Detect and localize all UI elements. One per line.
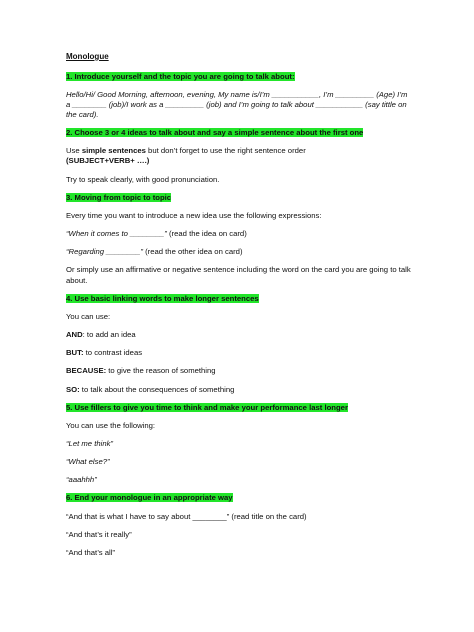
section-6-heading: 6. End your monologue in an appropriate way	[66, 493, 233, 503]
section-2-use-line	[66, 146, 411, 166]
ending-line: “And that is what I have to say about ________” (read title on the card)	[66, 511, 307, 521]
section-3-intro: Every time you want to introduce a new idea use the following expressions:	[66, 210, 322, 220]
section-4-intro: You can use:	[66, 311, 111, 321]
simple-sentences-term: simple sentences	[81, 146, 146, 156]
linking-desc: to talk about the consequences of something	[79, 384, 235, 394]
section-1-body: Hello/Hi/ Good Morning, afternoon, evening, My name is/I’m ___________, I’m _________ (Age) I’m a ________ (job)/I work as a _________ (job) and I’m going to talk about ___________ (say tittle on the card).	[66, 89, 408, 120]
linking-desc: : to add an idea	[82, 330, 136, 340]
linking-term: BUT:	[66, 348, 84, 358]
expression-1-note: (read the idea on card)	[166, 229, 247, 239]
section-2-heading: 2. Choose 3 or 4 ideas to talk about and say a simple sentence about the first one	[66, 128, 364, 138]
section-5-intro: You can use the following:	[66, 420, 156, 430]
use-post: but don’t forget to use the right sentence order	[145, 146, 306, 156]
ending-line: “And that’s it really”	[66, 529, 132, 539]
linking-term: BECAUSE:	[66, 366, 107, 376]
section-2-speak: Try to speak clearly, with good pronunciation.	[66, 174, 220, 184]
document-content	[66, 52, 411, 566]
ending-line: “And that’s all”	[66, 547, 115, 557]
filler-item: “Let me think”	[66, 438, 113, 448]
linking-desc: to give the reason of something	[106, 366, 216, 376]
section-3-expression-1	[66, 229, 411, 239]
linking-word-item	[66, 385, 411, 395]
linking-word-item	[66, 348, 411, 358]
linking-word-item	[66, 366, 411, 376]
sentence-order: (SUBJECT+VERB+ ….)	[66, 156, 150, 166]
section-4-heading: 4. Use basic linking words to make longer sentences	[66, 293, 259, 303]
expression-2-italic: “Regarding ________”	[66, 247, 143, 257]
expression-2-note: (read the other idea on card)	[142, 247, 243, 257]
linking-word-item	[66, 330, 411, 340]
linking-desc: to contrast ideas	[83, 348, 143, 358]
filler-item: “aaahhh”	[66, 475, 97, 485]
section-3-expression-2	[66, 247, 411, 257]
page-title: Monologue	[66, 52, 109, 61]
expression-1-italic: “When it comes to ________”	[66, 229, 167, 239]
section-1-heading: 1. Introduce yourself and the topic you are going to talk about:	[66, 71, 295, 81]
section-3-simply: Or simply use an affirmative or negative sentence including the word on the card you are going to talk about.	[66, 265, 411, 285]
section-3-heading: 3. Moving from topic to topic	[66, 192, 172, 202]
linking-term: SO:	[66, 384, 80, 394]
linking-term: AND	[66, 330, 83, 340]
use-pre: Use	[66, 146, 82, 156]
filler-item: “What else?”	[66, 457, 110, 467]
section-5-heading: 5. Use fillers to give you time to think and make your performance last longer	[66, 402, 348, 412]
